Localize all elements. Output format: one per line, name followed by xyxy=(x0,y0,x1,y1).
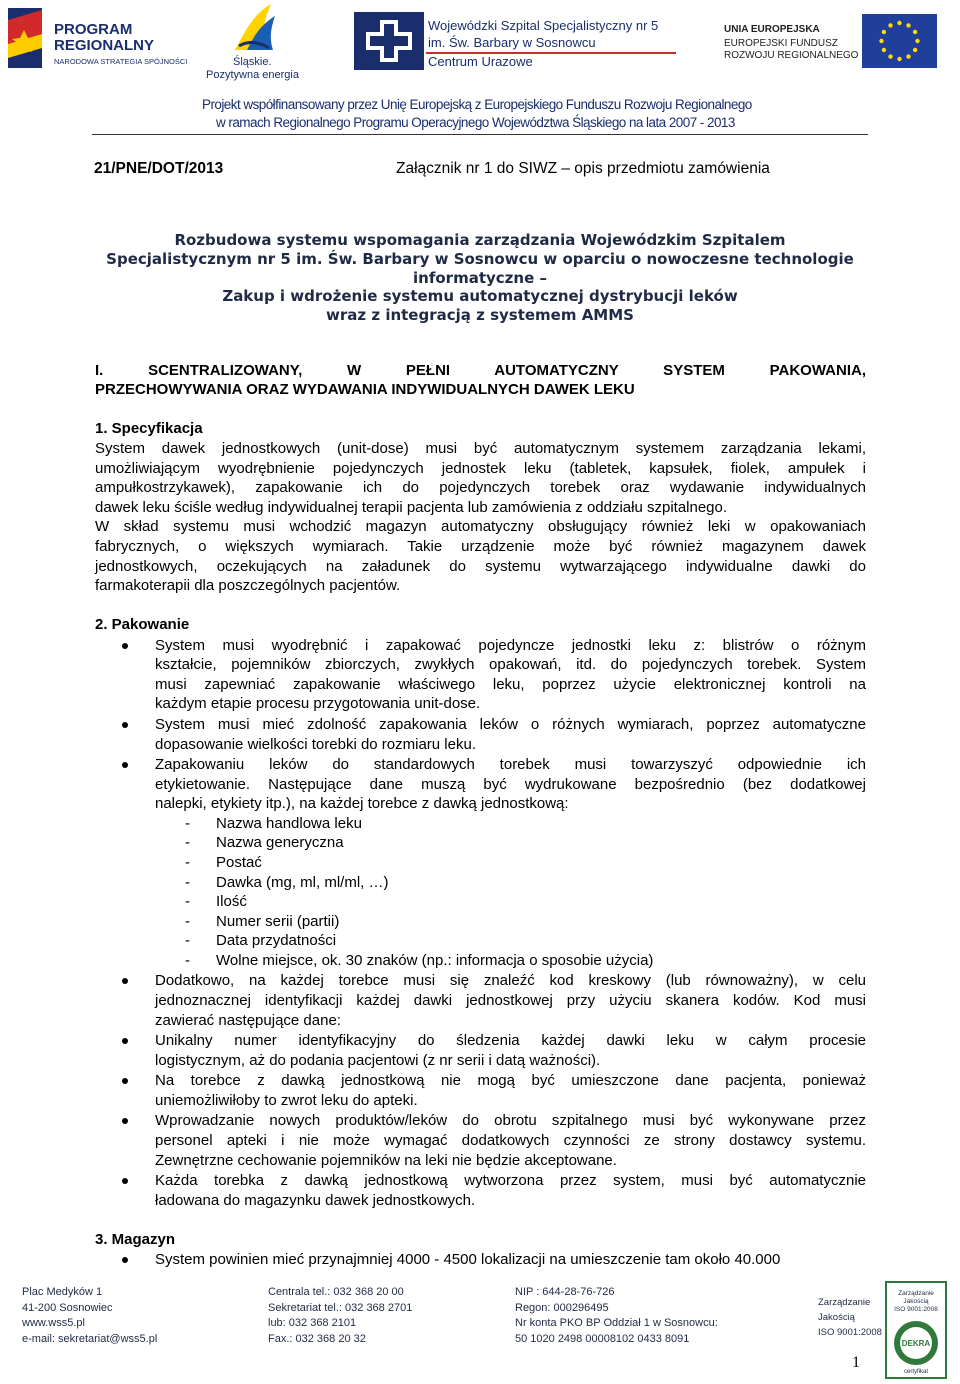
label-field-item: Data przydatności xyxy=(216,932,337,949)
spec-line: W skład systemu musi wchodzić magazyn automatyczny obsługujący również leki w opakowaniach xyxy=(95,518,866,535)
cert-line: ISO 9001:2008 xyxy=(818,1327,882,1338)
pack-bullet-line: uniemożliwiłoby to zwrot leku do apteki. xyxy=(155,1092,418,1109)
eu-line1: UNIA EUROPEJSKA xyxy=(724,24,820,35)
pack-bullet-line: nalepki, etykiety itp.), na każdej torebce z dawką jednostkową: xyxy=(155,795,569,812)
silesia-eagle-icon xyxy=(225,2,285,54)
footer-fax: Fax.: 032 368 20 32 xyxy=(268,1332,366,1345)
badge-line: DEKRA xyxy=(901,1339,931,1348)
pack-bullet-line: jednoznacznej identyfikacji każdej dawki jednostkowej przy użyciu skanera kodów. Kod musi xyxy=(155,992,866,1009)
hospital-name-line1: Wojewódzki Szpital Specjalistyczny nr 5 xyxy=(428,18,659,33)
dash-marker: - xyxy=(185,932,190,949)
page-number: 1 xyxy=(852,1354,860,1371)
pack-bullet-line: Na torebce z dawką jednostkową nie mogą być umieszczone dane pacjenta, ponieważ xyxy=(155,1072,866,1089)
document-title-line: Rozbudowa systemu wspomagania zarządzania Wojewódzkim Szpitalem xyxy=(174,231,786,249)
dash-marker: - xyxy=(185,952,190,969)
eu-flag-icon xyxy=(862,14,937,68)
bullet-dot-icon xyxy=(122,722,128,728)
pack-bullet-line: Dodatkowo, na każdej torebce musi się znaleźć kod kreskowy (lub równoważny), w celu xyxy=(155,972,866,989)
footer-regon: Regon: 000296495 xyxy=(515,1301,609,1314)
hospital-cross-icon xyxy=(354,12,424,70)
eu-logo xyxy=(724,14,939,70)
bullet-dot-icon xyxy=(122,643,128,649)
spec-line: jednostkowych, oczekujących na załadunek do systemu wytwarzającego indywidualne dawki do xyxy=(95,558,866,575)
pack-bullet-line: Zapakowaniu leków do standardowych torebek musi towarzyszyć odpowiednie ich xyxy=(155,756,866,773)
label-field-item: Nazwa generyczna xyxy=(216,834,344,851)
footer-address-street: Plac Medyków 1 xyxy=(22,1286,103,1298)
pack-bullet-line: Każda torebka z dawką jednostkową wytworzona przez system, musi być automatycznie xyxy=(155,1172,866,1189)
badge-line: Zarządzanie xyxy=(898,1290,934,1297)
footer-phone-central: Centrala tel.: 032 368 20 00 xyxy=(268,1286,404,1298)
label-field-item: Postać xyxy=(216,854,262,871)
spec-line: farmakoterapii dla poszczególnych pacjentów. xyxy=(95,577,401,594)
eu-line3: ROZWOJU REGIONALNEGO xyxy=(724,50,859,61)
program-title-2: REGIONALNY xyxy=(54,37,155,54)
pack-bullet-line: musi zapewniać zapakowanie właściwego leku, poprzez użycie elektronicznej kontroli na xyxy=(155,676,866,693)
footer-account: 50 1020 2498 00008102 0433 8091 xyxy=(515,1332,690,1345)
section-heading-line: I. SCENTRALIZOWANY, W PEŁNI AUTOMATYCZNY SYSTEM PAKOWANIA, xyxy=(95,362,866,379)
footer-email: e-mail: sekretariat@wss5.pl xyxy=(22,1332,158,1345)
document-title-line: Zakup i wdrożenie systemu automatycznej dystrybucji leków xyxy=(222,287,738,305)
pack-heading: 2. Pakowanie xyxy=(95,616,190,633)
badge-line: Jakością xyxy=(903,1298,929,1305)
cert-line: Jakością xyxy=(818,1312,855,1323)
document-title-line: Specjalistycznym nr 5 im. Św. Barbary w Sosnowcu w oparciu o nowoczesne technologie xyxy=(106,250,854,268)
iso-cert-label xyxy=(818,1295,882,1340)
footer-address xyxy=(22,1285,157,1347)
store-bullet-line: System powinien mieć przynajmniej 4000 - 4500 lokalizacji na umieszczenie tam około 40.000 xyxy=(155,1251,781,1268)
hospital-logo xyxy=(354,12,679,70)
dash-marker: - xyxy=(185,874,190,891)
program-regionalny-logo xyxy=(8,8,188,72)
pack-bullet-line: logistycznym, aż do podania pacjentowi (z nr serii i datą ważności). xyxy=(155,1052,601,1069)
footer-registry xyxy=(515,1285,718,1347)
dash-marker: - xyxy=(185,893,190,910)
label-field-item: Numer serii (partii) xyxy=(216,913,340,930)
dash-marker: - xyxy=(185,815,190,832)
dash-marker: - xyxy=(185,854,190,871)
footer xyxy=(0,1278,960,1384)
project-cofinancing-line2: w ramach Regionalnego Programu Operacyjnego Województwa Śląskiego na lata 2007 - 2013 xyxy=(216,115,735,130)
silesia-name: Śląskie. xyxy=(233,56,272,68)
pack-bullet-line: System musi wyodrębnić i zapakować pojedyncze jednostki leku z: blistrów o różnym xyxy=(155,637,866,654)
dekra-certificate-icon xyxy=(885,1281,947,1379)
bullet-dot-icon xyxy=(122,1178,128,1184)
pack-bullet-line: każdym etapie procesu przygotowania unit-dose. xyxy=(155,695,481,712)
document-title-line: wraz z integracją z systemem AMMS xyxy=(326,306,634,324)
label-field-item: Nazwa handlowa leku xyxy=(216,815,362,832)
bullet-dot-icon xyxy=(122,978,128,984)
hospital-name-line2: im. Św. Barbary w Sosnowcu xyxy=(428,35,596,50)
footer-address-city: 41-200 Sosnowiec xyxy=(22,1301,113,1314)
badge-line: ISO 9001:2008 xyxy=(894,1306,938,1313)
project-cofinancing-line1: Projekt współfinansowany przez Unię Europejską z Europejskiego Funduszu Rozwoju Regionalnego xyxy=(202,97,752,112)
pack-bullet-line: Wprowadzanie nowych produktów/leków do obrotu szpitalnego musi być wykonywane przez xyxy=(155,1112,866,1129)
bullet-dot-icon xyxy=(122,762,128,768)
spec-line: fabrycznych, o większych wymiarach. Takie urządzenie może być również magazynem dawek xyxy=(95,538,866,555)
header-divider xyxy=(92,134,868,135)
pack-bullet-line: kształcie, pojemników zbiorczych, zwykłych opakowań, itd. do pojedynczych torebek. System xyxy=(155,656,866,673)
hospital-name-line3: Centrum Urazowe xyxy=(428,54,533,69)
dash-marker: - xyxy=(185,913,190,930)
document-title-line: informatyczne – xyxy=(413,269,547,287)
spec-line: System dawek jednostkowych (unit-dose) musi być automatycznym systemem zarządzania lekami, xyxy=(95,440,866,457)
footer-phone-secretariat: Sekretariat tel.: 032 368 2701 xyxy=(268,1301,413,1314)
pack-bullet-line: dopasowanie wielkości torebki do rozmiaru leku. xyxy=(155,736,476,753)
pack-bullet-line: etykietowanie. Następujące dane muszą być wydrukowane bezpośrednio (bez dodatkowej xyxy=(155,776,866,793)
badge-line: certyfikat xyxy=(903,1369,929,1375)
store-heading: 3. Magazyn xyxy=(95,1231,176,1248)
spec-line: dawek leku ściśle według indywidualnej terapii pacjenta lub zamówienia z oddziału szpitalnego. xyxy=(95,499,728,516)
attachment-title: Załącznik nr 1 do SIWZ – opis przedmiotu zamówienia xyxy=(396,160,770,177)
eu-line2: EUROPEJSKI FUNDUSZ xyxy=(724,38,838,49)
label-field-item: Wolne miejsce, ok. 30 znaków (np.: informacja o sposobie użycia) xyxy=(216,952,654,969)
spec-line: umożliwiającym wyodrębnienie pojedynczych jednostek leku (tabletek, kapsułek, fiolek, ampułek i xyxy=(95,460,866,477)
program-subtitle: NARODOWA STRATEGIA SPÓJNOŚCI xyxy=(54,57,188,66)
cert-line: Zarządzanie xyxy=(818,1297,871,1308)
bullet-dot-icon xyxy=(122,1257,128,1263)
pack-bullet-line: System musi mieć zdolność zapakowania leków o różnych wymiarach, poprzez automatyczne xyxy=(155,716,866,733)
bullet-dot-icon xyxy=(122,1118,128,1124)
pack-bullet-line: ładowana do magazynku dawek jednostkowych. xyxy=(155,1192,476,1209)
program-title-1: PROGRAM xyxy=(54,21,133,38)
bullet-dot-icon xyxy=(122,1078,128,1084)
program-flag-icon xyxy=(8,8,42,68)
footer-phones xyxy=(268,1285,412,1347)
pack-bullet-line: Zewnętrzne cechowanie pojemników na leki nie będzie akceptowane. xyxy=(155,1152,617,1169)
document-reference: 21/PNE/DOT/2013 xyxy=(94,160,224,177)
slaskie-logo xyxy=(203,2,307,82)
pack-bullet-line: personel apteki i nie może wymagać dodatkowych czynności ze strony dostawcy systemu. xyxy=(155,1132,866,1149)
label-field-item: Ilość xyxy=(216,893,247,910)
dash-marker: - xyxy=(185,834,190,851)
silesia-slogan: Pozytywna energia xyxy=(206,69,299,81)
footer-bank: Nr konta PKO BP Oddział 1 w Sosnowcu: xyxy=(515,1317,718,1329)
pack-bullet-line: zawierać następujące dane: xyxy=(155,1012,341,1029)
footer-website: www.wss5.pl xyxy=(22,1317,85,1329)
label-field-item: Dawka (mg, ml, ml/ml, …) xyxy=(216,874,389,891)
footer-phone-alt: lub: 032 368 2101 xyxy=(268,1317,357,1329)
pack-bullet-line: Unikalny numer identyfikacyjny do śledzenia każdej dawki leku w całym procesie xyxy=(155,1032,866,1049)
bullet-dot-icon xyxy=(122,1038,128,1044)
letterhead xyxy=(0,0,960,135)
section-heading-line: PRZECHOWYWANIA ORAZ WYDAWANIA INDYWIDUALNYCH DAWEK LEKU xyxy=(95,381,635,398)
spec-heading: 1. Specyfikacja xyxy=(95,420,203,437)
spec-line: ampułkostrzykawek), zapakowanie ich do pojedynczych torebek oraz wydawanie indywidualnych xyxy=(95,479,866,496)
footer-nip: NIP : 644-28-76-726 xyxy=(515,1286,615,1298)
